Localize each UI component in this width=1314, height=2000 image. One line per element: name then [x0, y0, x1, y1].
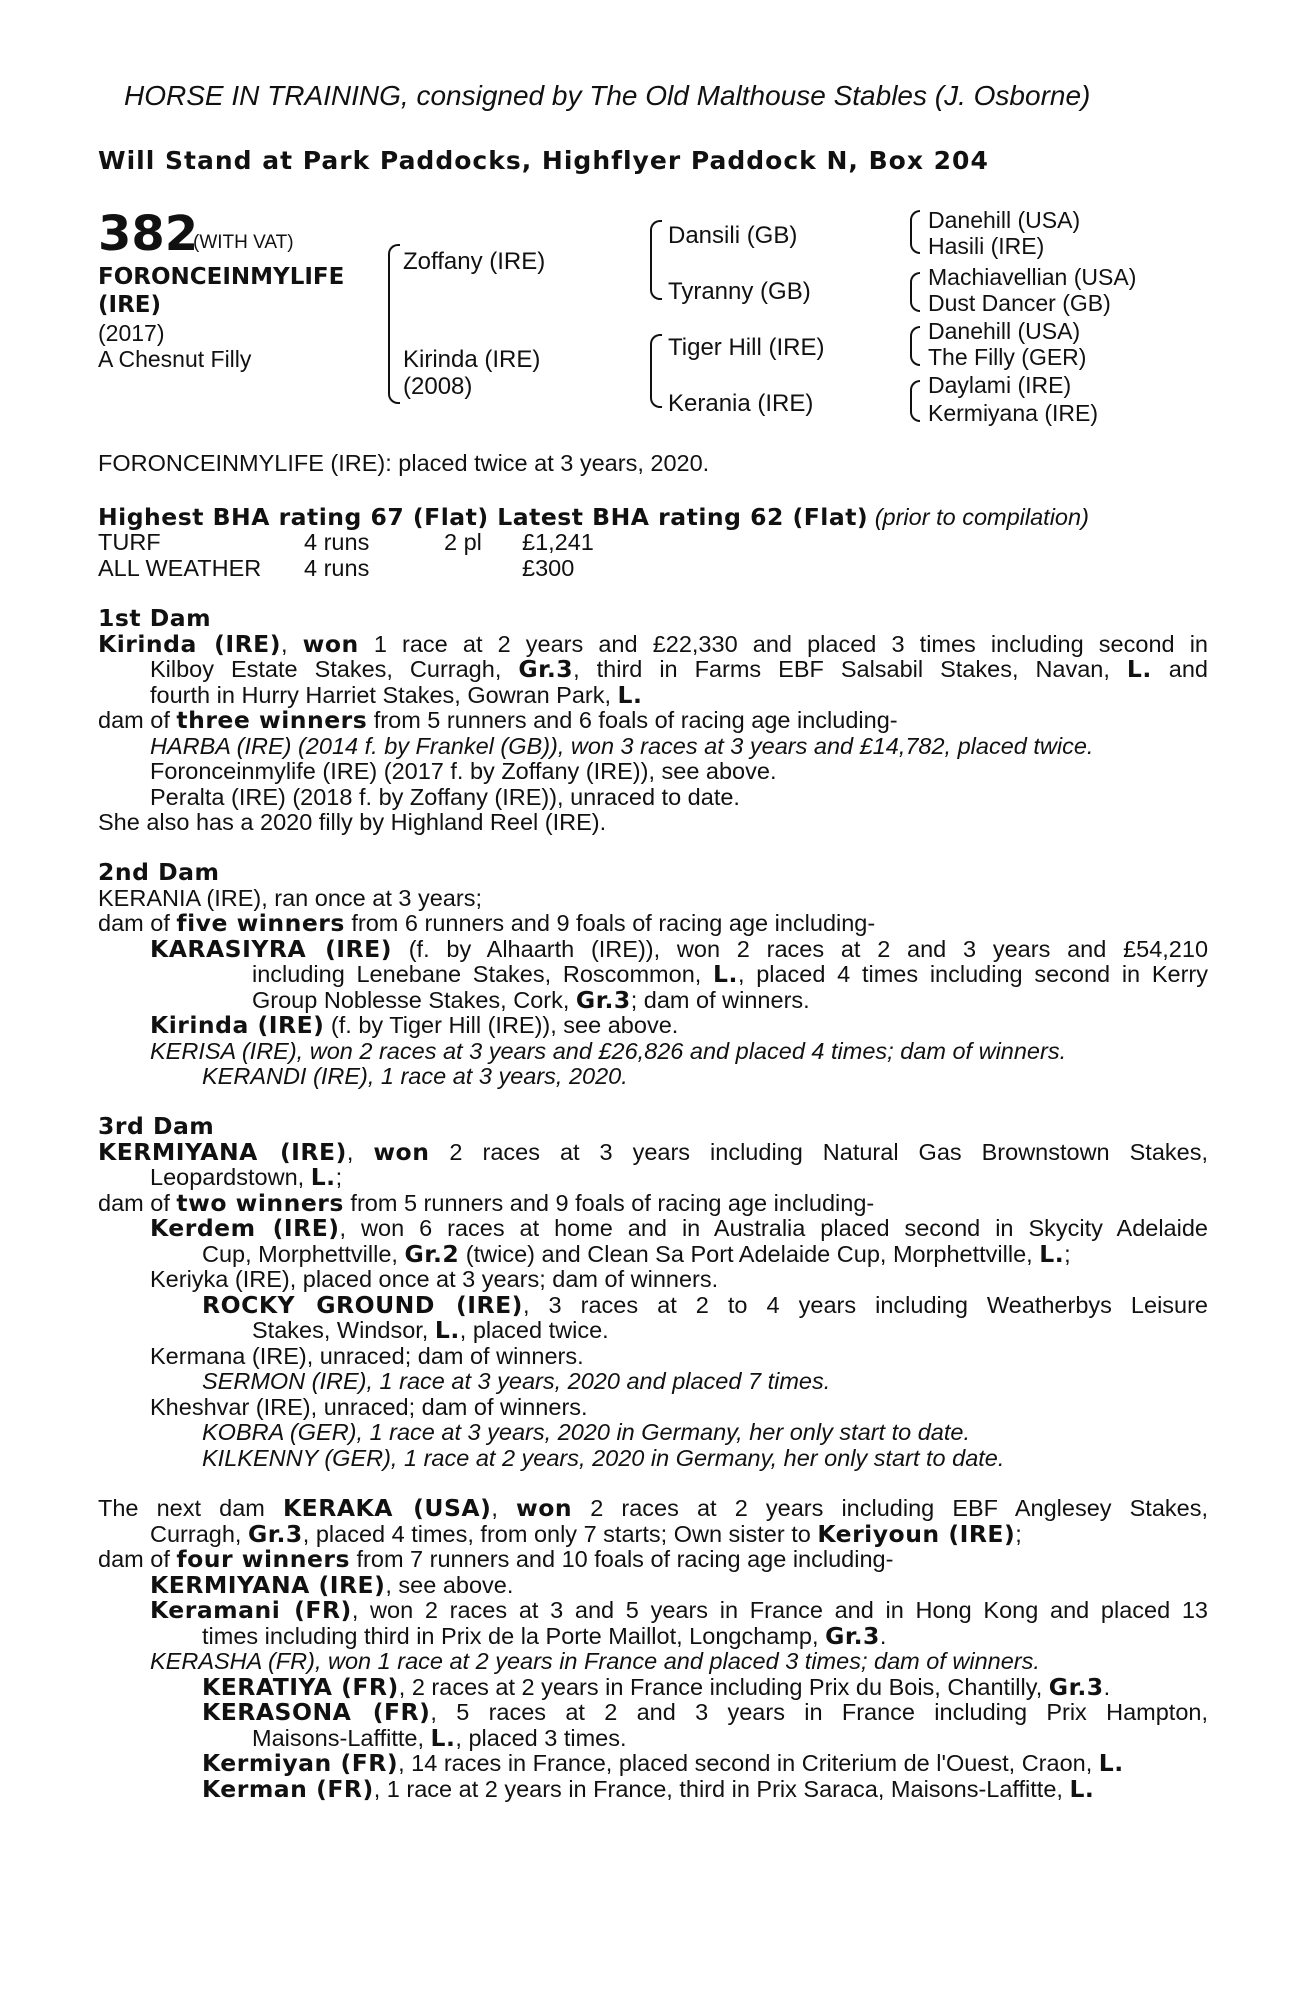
progeny-line: Kheshvar (IRE), unraced; dam of winners.: [150, 1393, 588, 1420]
race-summary: FORONCEINMYLIFE (IRE): placed twice at 3 years, 2020.: [98, 450, 710, 476]
pedigree-brace: [910, 292, 920, 312]
progeny-line: Kermana (IRE), unraced; dam of winners.: [150, 1342, 584, 1369]
horse-name: FORONCEINMYLIFE: [98, 264, 345, 290]
progeny-line: Keriyka (IRE), placed once at 3 years; dam of winners.: [150, 1266, 719, 1292]
text-line: dam of three winners from 5 runners and 6 foals of racing age including-: [98, 706, 898, 734]
progeny-line: including Lenebane Stakes, Roscommon, L., placed 4 times including second in Kerry: [252, 960, 1208, 988]
progeny-line: KERANDI (IRE), 1 race at 3 years, 2020.: [202, 1063, 628, 1089]
dam-sire: Tiger Hill (IRE): [668, 334, 825, 361]
progeny-line: HARBA (IRE) (2014 f. by Frankel (GB)), won 3 races at 3 years and £14,782, placed twice.: [150, 732, 1094, 759]
surface: ALL WEATHER: [98, 555, 262, 581]
progeny-line: Kerdem (IRE), won 6 races at home and in Australia placed second in Skycity Adelaide: [150, 1214, 1208, 1242]
consignor-line: HORSE IN TRAINING, consigned by The Old Malthouse Stables (J. Osborne): [124, 80, 1091, 111]
text-line: Kilboy Estate Stakes, Curragh, Gr.3, third in Farms EBF Salsabil Stakes, Navan, L. and: [150, 655, 1208, 683]
progeny-line: times including third in Prix de la Porte Maillot, Longchamp, Gr.3.: [202, 1621, 887, 1650]
progeny-line: KILKENNY (GER), 1 race at 2 years, 2020 in Germany, her only start to date.: [202, 1444, 1005, 1471]
section-heading: 3rd Dam: [98, 1112, 215, 1140]
ancestor-g1: Danehill (USA): [928, 207, 1081, 233]
section-heading: 2nd Dam: [98, 858, 220, 886]
text-line: Leopardstown, L.;: [150, 1163, 343, 1191]
pedigree-brace: [910, 210, 920, 234]
progeny-line: Kerman (FR), 1 race at 2 years in France, third in Prix Saraca, Maisons-Laffitte, L.: [202, 1774, 1095, 1803]
progeny-line: Group Noblesse Stakes, Cork, Gr.3; dam of winners.: [252, 985, 810, 1014]
pedigree-brace: [910, 272, 920, 294]
dam-dam: Kerania (IRE): [668, 390, 814, 417]
text-line: Curragh, Gr.3, placed 4 times, from only 7 starts; Own sister to Keriyoun (IRE);: [150, 1519, 1022, 1548]
text-line: KERMIYANA (IRE), won 2 races at 3 years including Natural Gas Brownstown Stakes,: [98, 1137, 1208, 1166]
text-line: The next dam KERAKA (USA), won 2 races at 2 years including EBF Anglesey Stakes,: [98, 1494, 1208, 1522]
progeny-line: KERASONA (FR), 5 races at 2 and 3 years in France including Prix Hampton,: [202, 1698, 1208, 1726]
earnings: £1,241: [522, 529, 594, 555]
pedigree-brace: [388, 244, 400, 326]
second-dam-section: [98, 860, 1208, 1090]
section-heading: 1st Dam: [98, 604, 212, 632]
ancestor-g7: Daylami (IRE): [928, 372, 1072, 398]
pedigree-brace: [388, 324, 400, 404]
pedigree-brace: [910, 400, 920, 422]
pedigree-brace: [650, 270, 662, 300]
pedigree-brace: [910, 326, 920, 348]
ancestor-g6: The Filly (GER): [928, 344, 1087, 370]
progeny-line: KERATIYA (FR), 2 races at 2 years in France including Prix du Bois, Chantilly, Gr.3.: [202, 1672, 1111, 1701]
progeny-line: ROCKY GROUND (IRE), 3 races at 2 to 4 years including Weatherbys Leisure: [202, 1290, 1209, 1319]
progeny-line: KERASHA (FR), won 1 race at 2 years in France and placed 3 times; dam of winners.: [150, 1648, 1040, 1674]
progeny-line: SERMON (IRE), 1 race at 3 years, 2020 and placed 7 times.: [202, 1368, 831, 1394]
pedigree-brace: [650, 220, 662, 272]
progeny-line: KOBRA (GER), 1 race at 3 years, 2020 in Germany, her only start to date.: [202, 1419, 970, 1445]
ancestor-g3: Machiavellian (USA): [928, 264, 1137, 290]
placed: 2 pl: [444, 529, 482, 555]
runs: 4 runs: [304, 555, 370, 581]
third-dam-section: [98, 1114, 1208, 1471]
progeny-line: Foronceinmylife (IRE) (2017 f. by Zoffany (IRE)), see above.: [150, 758, 777, 784]
progeny-line: Kermiyan (FR), 14 races in France, placed second in Criterium de l'Ouest, Craon, L.: [202, 1749, 1124, 1777]
pedigree-brace: [910, 346, 920, 366]
dam-name: Kirinda (IRE): [403, 346, 541, 373]
ancestor-g8: Kermiyana (IRE): [928, 400, 1098, 426]
progeny-line: Kirinda (IRE) (f. by Tiger Hill (IRE)), see above.: [150, 1011, 679, 1039]
pedigree-brace: [650, 374, 662, 408]
progeny-line: Stakes, Windsor, L., placed twice.: [252, 1316, 609, 1344]
ancestor-g5: Danehill (USA): [928, 318, 1081, 344]
ratings-note: (prior to compilation): [874, 504, 1089, 530]
progeny-line: KERISA (IRE), won 2 races at 3 years and £26,826 and placed 4 times; dam of winners.: [150, 1037, 1067, 1064]
text-line: She also has a 2020 filly by Highland Reel (IRE).: [98, 809, 607, 835]
progeny-line: KARASIYRA (IRE) (f. by Alhaarth (IRE)), won 2 races at 2 and 3 years and £54,210: [150, 934, 1209, 963]
progeny-line: Cup, Morphettville, Gr.2 (twice) and Clean Sa Port Adelaide Cup, Morphettville, L.;: [202, 1239, 1071, 1268]
sire-sire: Dansili (GB): [668, 222, 798, 249]
progeny-line: Peralta (IRE) (2018 f. by Zoffany (IRE)), unraced to date.: [150, 783, 740, 810]
stand-location: Will Stand at Park Paddocks, Highflyer Paddock N, Box 204: [98, 146, 989, 175]
first-dam-section: [98, 606, 1208, 836]
lot-number: 382: [98, 206, 199, 262]
bha-ratings: Highest BHA rating 67 (Flat) Latest BHA rating 62 (Flat): [98, 503, 869, 531]
ratings-line: [98, 503, 1089, 531]
ancestor-g2: Hasili (IRE): [928, 233, 1045, 259]
race-record-row: [98, 555, 574, 582]
dam-year: (2008): [403, 373, 473, 400]
sire-name: Zoffany (IRE): [403, 248, 546, 275]
text-line: dam of two winners from 5 runners and 9 foals of racing age including-: [98, 1188, 875, 1217]
earnings: £300: [522, 555, 575, 581]
horse-description: A Chesnut Filly: [98, 346, 252, 372]
surface: TURF: [98, 529, 161, 555]
race-record-row: [98, 529, 594, 556]
runs: 4 runs: [304, 529, 370, 555]
pedigree-brace: [910, 380, 920, 402]
text-line: fourth in Hurry Harriet Stakes, Gowran Park, L.: [150, 680, 643, 709]
vat-label: (WITH VAT): [193, 232, 294, 253]
text-line: dam of four winners from 7 runners and 10 foals of racing age including-: [98, 1545, 894, 1573]
text-line: KERANIA (IRE), ran once at 3 years;: [98, 884, 482, 911]
progeny-line: Maisons-Laffitte, L., placed 3 times.: [252, 1723, 627, 1752]
progeny-line: KERMIYANA (IRE), see above.: [150, 1570, 514, 1599]
text-line: dam of five winners from 6 runners and 9 foals of racing age including-: [98, 909, 876, 937]
ancestor-g4: Dust Dancer (GB): [928, 290, 1111, 316]
foaling-year: (2017): [98, 320, 165, 346]
pedigree-brace: [650, 334, 662, 376]
text-line: Kirinda (IRE), won 1 race at 2 years and £22,330 and placed 3 times including second in: [98, 629, 1208, 658]
pedigree-brace: [910, 232, 920, 254]
sire-dam: Tyranny (GB): [668, 278, 811, 305]
progeny-line: Keramani (FR), won 2 races at 3 and 5 years in France and in Hong Kong and placed 13: [150, 1596, 1209, 1624]
horse-name-suffix: (IRE): [98, 292, 162, 318]
next-dam-section: [98, 1496, 1208, 1802]
